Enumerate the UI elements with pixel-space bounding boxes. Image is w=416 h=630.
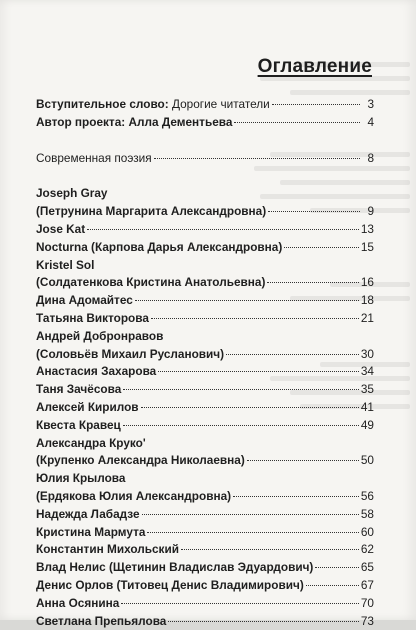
- toc-title: Оглавление: [257, 56, 372, 77]
- toc-row: [36, 488, 374, 506]
- dot-leader: [123, 388, 359, 390]
- toc-row: [36, 150, 374, 168]
- toc-entry-label: [36, 595, 119, 613]
- toc-entry[interactable]: [36, 257, 374, 293]
- dot-leader: [147, 531, 358, 533]
- toc-row: [36, 239, 374, 257]
- toc-row: [36, 363, 374, 381]
- toc-entry-title: Анна Осянина: [36, 595, 120, 610]
- dot-leader: [135, 299, 359, 301]
- toc-entry-title: Кристина Мармута: [36, 524, 146, 539]
- toc-row: [36, 399, 374, 417]
- toc-entry-title: Дина Адомайтес: [36, 293, 133, 308]
- toc-entry-label: [36, 399, 139, 417]
- toc-entry-label: [36, 524, 145, 542]
- dot-leader: [268, 210, 360, 212]
- toc-entry[interactable]: [36, 435, 374, 471]
- toc-row: [36, 506, 374, 524]
- toc-row: [36, 559, 374, 577]
- toc-page-number: 4: [367, 114, 374, 129]
- toc-page-number: 13: [360, 221, 374, 236]
- toc-entry-label: [36, 577, 304, 595]
- toc-entry-label: [36, 292, 133, 310]
- toc-entry-label: [36, 506, 140, 524]
- dot-leader: [158, 370, 359, 372]
- dot-leader: [142, 513, 359, 515]
- toc-entry-separator: :: [164, 97, 172, 111]
- toc-spacer: [36, 167, 374, 185]
- toc-page-number: 62: [360, 542, 374, 557]
- toc-author-name: Андрей Добронравов: [36, 328, 164, 343]
- toc-entry[interactable]: [36, 185, 374, 221]
- toc-page-number: 65: [360, 560, 374, 575]
- toc-row: [36, 524, 374, 542]
- dot-leader: [247, 459, 359, 461]
- toc-entry[interactable]: [36, 96, 374, 114]
- toc-entry-label: [36, 541, 179, 559]
- toc-entry-title: Влад Нелис (Щетинин Владислав Эдуардович): [36, 560, 314, 575]
- dot-leader: [284, 246, 359, 248]
- dot-leader: [121, 602, 359, 604]
- toc-entry-title: Таня Зачёсова: [36, 382, 122, 397]
- toc-entry-title: Татьяна Викторова: [36, 310, 149, 325]
- toc-entry-label: [36, 310, 149, 328]
- toc-page-number: 50: [360, 453, 374, 468]
- toc-row: [36, 541, 374, 559]
- toc-page-number: 70: [360, 595, 374, 610]
- dot-leader: [141, 406, 359, 408]
- toc-author-name: Александра Круко': [36, 435, 146, 450]
- toc-entry[interactable]: [36, 470, 374, 506]
- toc-page-number: 18: [360, 293, 374, 308]
- toc-entry-title: (Соловьёв Михаил Русланович): [36, 346, 225, 361]
- toc-entry-title: Светлана Препьялова: [36, 613, 167, 628]
- dot-leader: [267, 281, 358, 283]
- toc-row: [36, 381, 374, 399]
- toc-author-name: Юлия Крылова: [36, 471, 126, 486]
- dot-leader: [181, 548, 359, 550]
- toc-entry-label: [36, 274, 265, 292]
- toc-entry-label: [36, 203, 266, 221]
- toc-entry-title: (Ердякова Юлия Александровна): [36, 488, 232, 503]
- toc-row: [36, 452, 374, 470]
- toc-row: [36, 346, 374, 364]
- toc-entry[interactable]: [36, 506, 374, 524]
- toc-entry-label: [36, 346, 224, 364]
- toc-row: [36, 292, 374, 310]
- dot-leader: [123, 424, 359, 426]
- dot-leader: [272, 103, 360, 105]
- toc-entry-label: [36, 559, 313, 577]
- toc-page-number: 34: [360, 364, 374, 379]
- toc-entry-label: [36, 452, 245, 470]
- toc-row: [36, 274, 374, 292]
- toc-list: [36, 96, 374, 630]
- dot-leader: [154, 157, 360, 159]
- toc-author-name: Kristel Sol: [36, 257, 95, 272]
- toc-entry[interactable]: [36, 292, 374, 310]
- toc-entry-label: [36, 381, 121, 399]
- toc-row: [36, 417, 374, 435]
- toc-entry[interactable]: [36, 524, 374, 542]
- dot-leader: [306, 584, 359, 586]
- toc-spacer: [36, 132, 374, 150]
- toc-entry-label: [36, 488, 231, 506]
- toc-page-number: 3: [367, 97, 374, 111]
- toc-page-number: 35: [360, 382, 374, 397]
- toc-entry[interactable]: [36, 595, 374, 613]
- toc-page-number: 15: [360, 239, 374, 254]
- toc-entry-label: [36, 417, 121, 435]
- toc-entry-title: Алексей Кирилов: [36, 399, 139, 414]
- toc-entry[interactable]: [36, 559, 374, 577]
- toc-entry-label: [36, 239, 282, 257]
- toc-page-number: 9: [367, 204, 374, 219]
- toc-author-name: Joseph Gray: [36, 186, 108, 201]
- dot-leader: [87, 228, 359, 230]
- toc-page-number: 30: [360, 346, 374, 361]
- toc-entry[interactable]: [36, 417, 374, 435]
- toc-entry[interactable]: [36, 310, 374, 328]
- toc-entry-title: Вступительное слово: [36, 97, 165, 111]
- toc-entry-title: Денис Орлов (Титовец Денис Владимирович): [36, 577, 304, 592]
- toc-entry[interactable]: [36, 221, 374, 239]
- toc-row: [36, 221, 374, 239]
- toc-entry[interactable]: [36, 328, 374, 364]
- toc-row: [36, 595, 374, 613]
- toc-entry-label: [36, 613, 166, 630]
- toc-entry-title: Константин Михольский: [36, 542, 179, 557]
- dot-leader: [233, 495, 359, 497]
- toc-page-number: 16: [360, 275, 374, 290]
- toc-page-number: 49: [360, 417, 374, 432]
- toc-entry-title: (Петрунина Маргарита Александровна): [36, 204, 267, 219]
- toc-entry[interactable]: [36, 541, 374, 559]
- toc-entry[interactable]: [36, 150, 374, 168]
- toc-entry[interactable]: [36, 363, 374, 381]
- dot-leader: [234, 121, 360, 123]
- dot-leader: [168, 620, 359, 622]
- toc-row: [36, 96, 374, 114]
- toc-entry[interactable]: [36, 613, 374, 630]
- toc-entry[interactable]: [36, 381, 374, 399]
- toc-entry-title: Анастасия Захарова: [36, 364, 157, 379]
- toc-row: [36, 310, 374, 328]
- toc-entry-label: [36, 221, 85, 239]
- toc-row: [36, 114, 374, 132]
- toc-page-number: 56: [360, 488, 374, 503]
- toc-entry[interactable]: [36, 399, 374, 417]
- toc-entry-label: [36, 114, 232, 132]
- toc-entry-label: [36, 150, 152, 168]
- dot-leader: [151, 317, 359, 319]
- toc-row: [36, 203, 374, 221]
- toc-row: [36, 577, 374, 595]
- toc-entry[interactable]: [36, 114, 374, 132]
- toc-row: [36, 613, 374, 630]
- toc-entry-title: Nocturna (Карпова Дарья Александровна): [36, 239, 283, 254]
- dot-leader: [315, 566, 359, 568]
- toc-page-number: 8: [367, 150, 374, 165]
- toc-entry[interactable]: [36, 239, 374, 257]
- toc-entry-title: Квеста Кравец: [36, 417, 121, 432]
- dot-leader: [226, 353, 359, 355]
- toc-page-number: 41: [360, 399, 374, 414]
- toc-entry-label: [36, 363, 156, 381]
- toc-page-number: 58: [360, 506, 374, 521]
- toc-page-number: 73: [360, 613, 374, 628]
- toc-entry-title: (Крупенко Александра Николаевна): [36, 453, 245, 468]
- toc-entry-title: Автор проекта: Алла Дементьева: [36, 114, 233, 129]
- toc-entry-subtitle: Дорогие читатели: [171, 97, 270, 111]
- toc-entry[interactable]: [36, 577, 374, 595]
- toc-entry-title: Современная поэзия: [36, 150, 152, 165]
- toc-page-number: 60: [360, 524, 374, 539]
- toc-page-number: 21: [360, 310, 374, 325]
- toc-entry-title: Надежда Лабадзе: [36, 506, 140, 521]
- toc-entry-title: (Солдатенкова Кристина Анатольевна): [36, 275, 266, 290]
- toc-entry-title: Jose Kat: [36, 221, 86, 236]
- toc-page-number: 67: [360, 577, 374, 592]
- toc-entry-label: [36, 96, 270, 114]
